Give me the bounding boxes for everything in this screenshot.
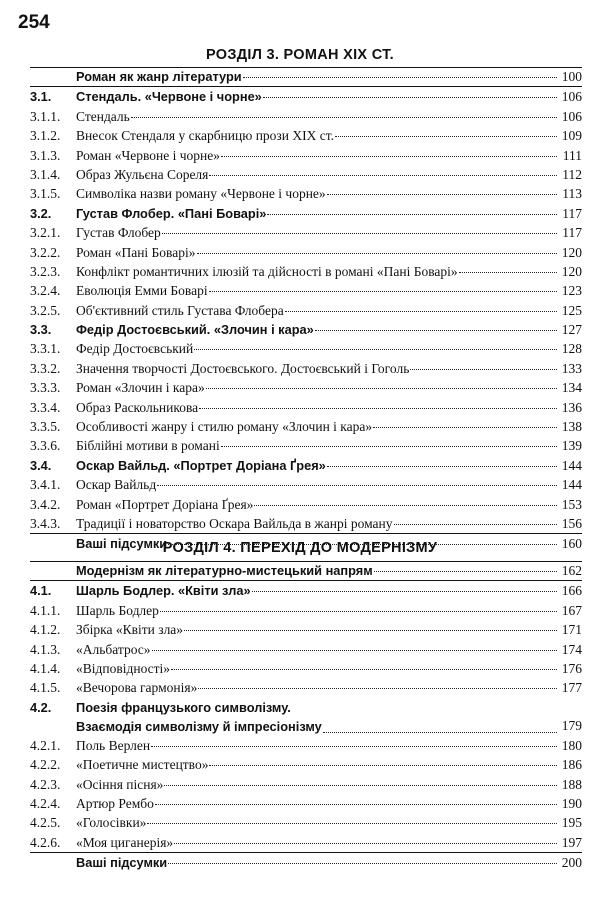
toc-entry	[30, 755, 582, 774]
toc-entry	[30, 301, 582, 320]
page-number: 254	[18, 12, 50, 33]
toc-entry	[30, 262, 582, 281]
toc-entry-page: 153	[561, 496, 582, 512]
toc-dot-leader	[147, 823, 557, 824]
toc-dot-leader	[184, 630, 557, 631]
toc-dot-leader	[394, 524, 557, 525]
toc-entry-number: 3.2.	[30, 205, 52, 221]
toc-entry-page: 179	[561, 718, 582, 734]
toc-entry-title: Біблійні мотиви в романі	[76, 438, 220, 454]
toc-dot-leader	[194, 349, 557, 350]
toc-entry-title: Символіка назви роману «Червоне і чорне»	[76, 186, 326, 202]
toc-entry	[30, 794, 582, 813]
toc-entry-title: Внесок Стендаля у скарбницю прози ХІХ ст.	[76, 128, 334, 144]
toc-dot-leader	[199, 408, 557, 409]
toc-dot-leader	[373, 427, 557, 428]
toc-entry-number: 3.2.3.	[30, 263, 61, 279]
toc-dot-leader	[315, 330, 557, 331]
toc-entry-page: 156	[561, 515, 582, 531]
toc-dot-leader	[410, 369, 557, 370]
toc-entry-title: Ваші підсумки	[76, 536, 168, 552]
toc-entry-number: 4.2.	[30, 699, 52, 715]
toc-entry	[30, 223, 582, 242]
toc-entry-page: 117	[562, 225, 582, 241]
toc-entry-number: 4.2.5.	[30, 815, 61, 831]
toc-dot-leader	[221, 446, 557, 447]
toc-entry	[30, 561, 582, 580]
toc-entry	[30, 475, 582, 494]
toc-entry	[30, 456, 582, 475]
toc-entry	[30, 833, 582, 852]
toc-entry	[30, 165, 582, 184]
toc-dot-leader	[374, 571, 557, 572]
toc-dot-leader	[254, 505, 557, 506]
toc-entry-page: 106	[561, 89, 582, 105]
toc-dot-leader	[252, 591, 557, 592]
toc-entry-title-line-1: Поезія французького символізму.	[76, 699, 291, 715]
toc-entry-page: 120	[561, 263, 582, 279]
toc-dot-leader	[285, 311, 557, 312]
toc-dot-leader	[160, 611, 557, 612]
toc-entry-title: Шарль Бодлер. «Квіти зла»	[76, 583, 251, 599]
toc-entry-page: 162	[561, 563, 582, 578]
toc-dot-leader	[243, 77, 557, 78]
toc-entry	[30, 678, 582, 697]
toc-dot-leader	[131, 117, 557, 118]
toc-entry-number: 3.1.3.	[30, 147, 61, 163]
toc-dot-leader	[168, 863, 557, 864]
toc-dot-leader	[267, 214, 557, 215]
toc-entry	[30, 243, 582, 262]
toc-dot-leader	[209, 175, 557, 176]
toc-entry-page: 139	[561, 438, 582, 454]
toc-entry	[30, 339, 582, 358]
toc-entry-page: 136	[561, 399, 582, 415]
toc-entry-title: Оскар Вайльд	[76, 477, 157, 493]
toc-entry-title: Густав Флобер	[76, 225, 161, 241]
toc-entry-title: «Вечорова гармонія»	[76, 680, 198, 696]
toc-entry-title: Поль Верлен	[76, 737, 151, 753]
toc-entry-title: Роман «Червоне і чорне»	[76, 147, 220, 163]
toc-entry-number: 4.2.3.	[30, 776, 61, 792]
toc-entry-number: 3.2.5.	[30, 302, 61, 318]
toc-entry	[30, 495, 582, 514]
toc-entry-title: Образ Раскольникова	[76, 399, 199, 415]
toc-entry-number: 3.3.4.	[30, 399, 61, 415]
chapter-4-heading: РОЗДІЛ 4. ПЕРЕХІД ДО МОДЕРНІЗМУ	[162, 540, 438, 556]
toc-entry	[30, 775, 582, 794]
toc-entry-title: Особливості жанру і стилю роману «Злочин і кара»	[76, 419, 373, 435]
toc-entry-number: 4.2.2.	[30, 757, 61, 773]
toc-entry	[30, 86, 582, 106]
toc-entry-title: Оскар Вайльд. «Портрет Доріана Ґрея»	[76, 457, 326, 473]
toc-dot-leader	[152, 650, 557, 651]
toc-entry	[30, 67, 582, 86]
toc-entry-page: 197	[561, 834, 582, 850]
toc-entry	[30, 436, 582, 455]
toc-entry-page: 123	[561, 283, 582, 299]
toc-entry-page: 109	[561, 128, 582, 144]
toc-dot-leader	[151, 746, 557, 747]
toc-entry-page: 167	[561, 602, 582, 618]
toc-entry-title: «Голосівки»	[76, 815, 147, 831]
toc-entry-title: Значення творчості Достоєвського. Достоєвський і Гоголь	[76, 360, 410, 376]
toc-entry-page: 125	[561, 302, 582, 318]
toc-entry-number: 3.3.6.	[30, 438, 61, 454]
toc-entry-title: Федір Достоєвський	[76, 341, 194, 357]
toc-entry-number: 4.1.4.	[30, 660, 61, 676]
toc-dot-leader	[209, 765, 557, 766]
toc-entry	[30, 813, 582, 832]
chapter-4-toc	[30, 561, 582, 872]
toc-entry-title: Об'єктивний стиль Густава Флобера	[76, 302, 284, 318]
toc-entry-number: 3.4.2.	[30, 496, 61, 512]
toc-dot-leader	[209, 291, 557, 292]
toc-entry	[30, 281, 582, 300]
toc-entry	[30, 852, 582, 872]
toc-dot-leader	[174, 843, 557, 844]
toc-entry-number: 4.2.1.	[30, 737, 61, 753]
chapter-3-toc	[30, 67, 582, 554]
toc-entry-page: 160	[561, 536, 582, 552]
toc-entry-page: 188	[561, 776, 582, 792]
toc-entry-page: 117	[562, 205, 582, 221]
toc-entry-title: Традиції і новаторство Оскара Вайльда в жанрі роману	[76, 515, 393, 531]
toc-entry	[30, 580, 582, 600]
toc-entry	[30, 398, 582, 417]
toc-entry-page: 128	[561, 341, 582, 357]
toc-entry-page: 120	[561, 244, 582, 260]
toc-entry-number: 3.2.2.	[30, 244, 61, 260]
toc-entry-number: 3.4.1.	[30, 477, 61, 493]
toc-entry-page: 174	[561, 641, 582, 657]
toc-entry-number: 3.1.2.	[30, 128, 61, 144]
toc-entry-number: 3.4.	[30, 457, 52, 473]
toc-entry-number: 4.2.6.	[30, 834, 61, 850]
toc-entry-title: «Відповідності»	[76, 660, 171, 676]
toc-dot-leader	[459, 272, 557, 273]
toc-entry	[30, 126, 582, 145]
toc-entry-title: Густав Флобер. «Пані Боварі»	[76, 205, 267, 221]
toc-dot-leader	[197, 253, 558, 254]
toc-entry-page: 177	[561, 680, 582, 696]
toc-entry-title: Роман «Пані Боварі»	[76, 244, 196, 260]
toc-entry-page: 127	[561, 322, 582, 338]
chapter-3-heading: РОЗДІЛ 3. РОМАН ХІХ СТ.	[206, 47, 394, 63]
toc-entry-number: 3.1.	[30, 89, 52, 105]
toc-entry-title: Роман «Злочин і кара»	[76, 380, 205, 396]
toc-entry	[30, 601, 582, 620]
toc-dot-leader	[335, 136, 557, 137]
toc-entry-page: 138	[561, 419, 582, 435]
chapter-3-bottom-rule	[30, 533, 582, 534]
toc-entry-title: Федір Достоєвський. «Злочин і кара»	[76, 322, 314, 338]
toc-entry-page: 144	[561, 477, 582, 493]
toc-dot-leader	[157, 485, 557, 486]
toc-dot-leader	[327, 194, 557, 195]
toc-entry-page: 180	[561, 737, 582, 753]
toc-dot-leader	[162, 233, 557, 234]
toc-entry-number: 3.3.1.	[30, 341, 61, 357]
toc-entry-title: Роман «Портрет Доріана Ґрея»	[76, 496, 254, 512]
toc-entry-page: 100	[561, 69, 582, 84]
toc-entry-title: «Осіння пісня»	[76, 776, 164, 792]
toc-entry-title-line-2: Взаємодія символізму й імпресіонізму	[76, 718, 322, 734]
toc-entry-page: 134	[561, 380, 582, 396]
toc-entry-page: 144	[561, 457, 582, 473]
toc-entry-title: Шарль Бодлер	[76, 602, 159, 618]
toc-entry-page: 133	[561, 360, 582, 376]
toc-entry-title: Конфлікт романтичних ілюзій та дійсності в романі «Пані Боварі»	[76, 263, 458, 279]
toc-entry-title: «Моя циганерія»	[76, 834, 174, 850]
toc-entry-page: 166	[561, 583, 582, 599]
toc-entry	[30, 359, 582, 378]
toc-dot-leader	[171, 669, 557, 670]
toc-entry-title: Модернізм як літературно-мистецький напрям	[76, 563, 373, 578]
toc-entry	[30, 698, 582, 736]
toc-dot-leader	[164, 785, 557, 786]
toc-dot-leader	[327, 466, 557, 467]
toc-entry	[30, 204, 582, 223]
toc-entry-number: 4.1.5.	[30, 680, 61, 696]
toc-entry-title: «Поетичне мистецтво»	[76, 757, 209, 773]
toc-dot-leader	[323, 732, 557, 733]
toc-entry-number: 3.3.	[30, 322, 52, 338]
toc-entry-number: 3.3.3.	[30, 380, 61, 396]
toc-entry-title: Стендаль. «Червоне і чорне»	[76, 89, 262, 105]
toc-entry	[30, 736, 582, 755]
toc-entry-page: 200	[561, 855, 582, 871]
toc-dot-leader	[155, 804, 557, 805]
toc-entry-title: Еволюція Емми Боварі	[76, 283, 208, 299]
toc-entry-page: 112	[562, 166, 582, 182]
toc-entry-number: 4.1.1.	[30, 602, 61, 618]
toc-entry	[30, 378, 582, 397]
toc-entry-number: 3.2.1.	[30, 225, 61, 241]
toc-entry-number: 3.1.5.	[30, 186, 61, 202]
toc-entry-number: 3.1.4.	[30, 166, 61, 182]
toc-entry	[30, 620, 582, 639]
toc-entry-page: 176	[561, 660, 582, 676]
toc-entry-page: 195	[561, 815, 582, 831]
toc-entry	[30, 184, 582, 203]
toc-entry-number: 3.4.3.	[30, 515, 61, 531]
toc-entry-number: 4.1.	[30, 583, 52, 599]
toc-entry	[30, 320, 582, 339]
toc-entry-title: Ваші підсумки	[76, 855, 168, 871]
toc-entry	[30, 514, 582, 533]
toc-entry-page: 190	[561, 795, 582, 811]
toc-entry-number: 3.3.2.	[30, 360, 61, 376]
toc-entry	[30, 146, 582, 165]
toc-entry-page: 186	[561, 757, 582, 773]
toc-entry	[30, 640, 582, 659]
toc-dot-leader	[206, 388, 557, 389]
toc-entry-number: 4.2.4.	[30, 795, 61, 811]
toc-entry-page: 113	[562, 186, 582, 202]
toc-entry-page: 111	[562, 147, 582, 163]
toc-entry-number: 4.1.3.	[30, 641, 61, 657]
toc-entry-number: 3.2.4.	[30, 283, 61, 299]
toc-entry-page: 106	[561, 108, 582, 124]
toc-entry	[30, 417, 582, 436]
toc-entry-title: Артюр Рембо	[76, 795, 154, 811]
toc-entry-title	[76, 698, 322, 736]
toc-entry-title: Стендаль	[76, 108, 130, 124]
toc-entry-title: Збірка «Квіти зла»	[76, 622, 184, 638]
toc-dot-leader	[263, 97, 557, 98]
toc-entry-title: Роман як жанр літератури	[76, 69, 242, 84]
toc-entry-number: 3.1.1.	[30, 108, 61, 124]
toc-entry	[30, 107, 582, 126]
toc-entry	[30, 659, 582, 678]
toc-entry-number: 4.1.2.	[30, 622, 61, 638]
toc-entry-page: 171	[561, 622, 582, 638]
toc-entry-title: Образ Жульєна Сореля	[76, 166, 209, 182]
toc-entry-number: 3.3.5.	[30, 419, 61, 435]
toc-dot-leader	[198, 688, 557, 689]
toc-entry-title: «Альбатрос»	[76, 641, 151, 657]
toc-dot-leader	[221, 156, 557, 157]
